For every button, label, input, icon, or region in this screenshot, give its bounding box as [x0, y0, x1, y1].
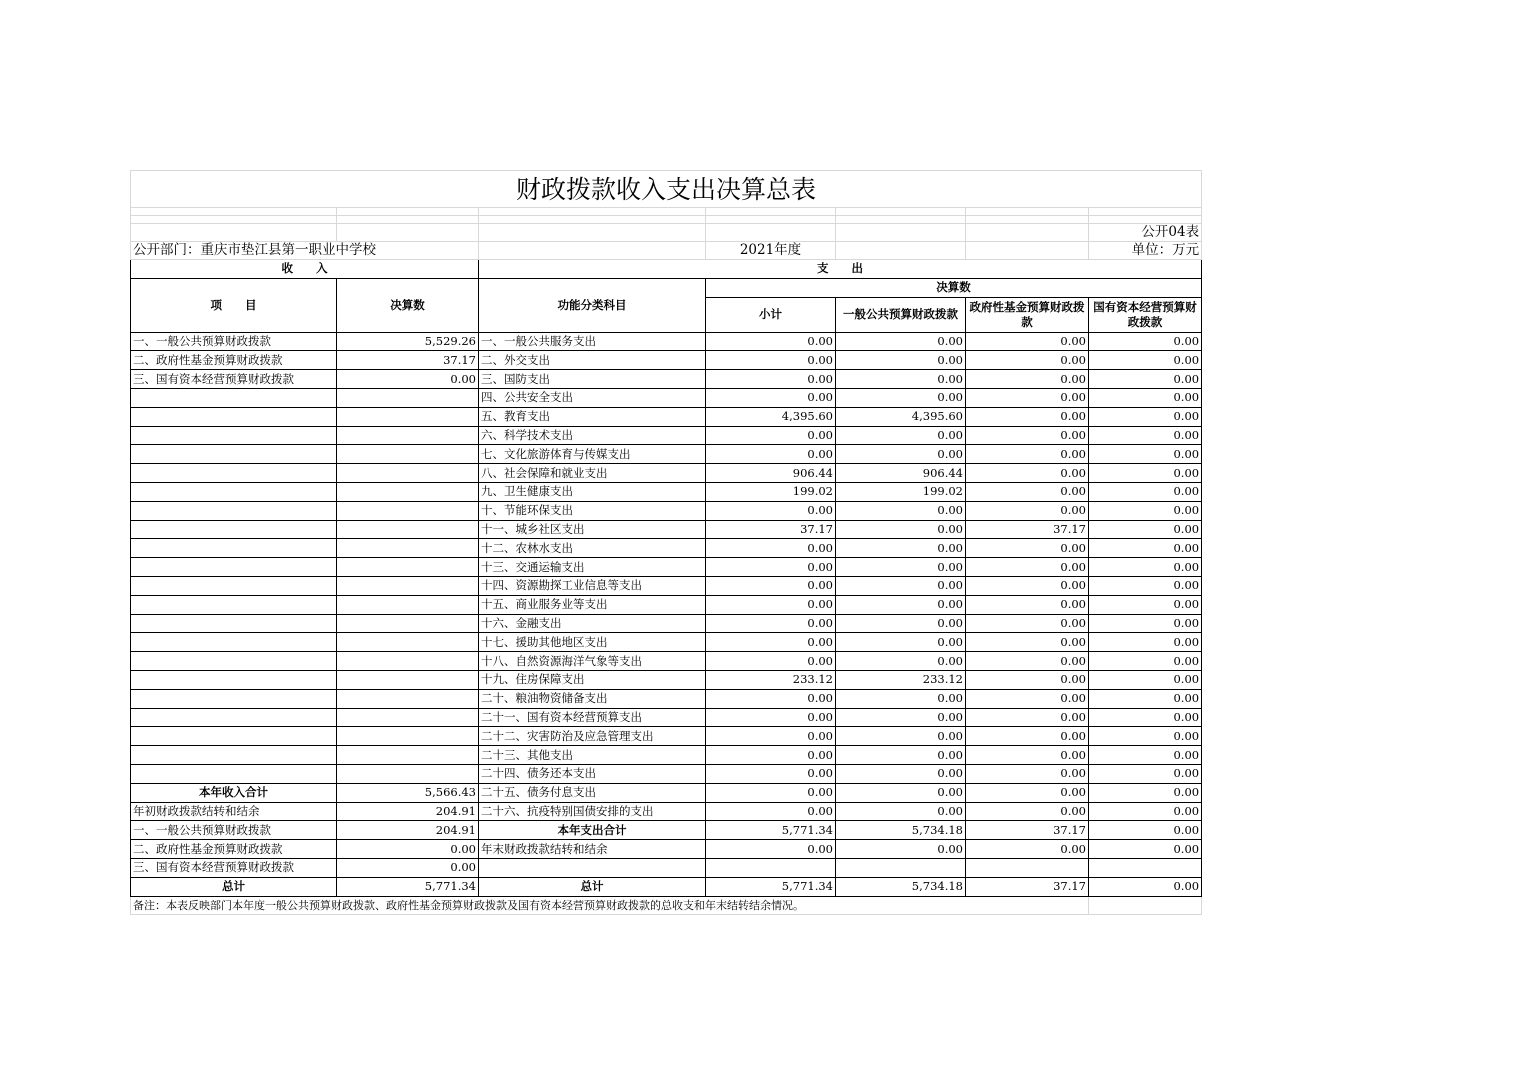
expense-amount-cell: 0.00	[1089, 445, 1202, 464]
income-amount-cell: 5,529.26	[337, 332, 479, 351]
expense-amount-cell: 0.00	[1089, 464, 1202, 483]
expense-amount-cell: 0.00	[836, 595, 966, 614]
income-amount-cell	[337, 614, 479, 633]
expense-item-cell: 二十四、债务还本支出	[479, 764, 706, 783]
income-item-cell: 三、国有资本经营预算财政拨款	[131, 370, 337, 389]
income-item-cell	[131, 445, 337, 464]
form-number: 公开04表	[1089, 224, 1202, 242]
table-row	[131, 802, 1202, 821]
income-item-cell	[131, 746, 337, 765]
expense-amount-cell: 0.00	[966, 783, 1089, 802]
expense-item-cell: 四、公共安全支出	[479, 388, 706, 407]
income-item-cell	[131, 595, 337, 614]
expense-amount-cell: 0.00	[836, 708, 966, 727]
expense-amount-cell: 0.00	[966, 501, 1089, 520]
income-header: 收 入	[131, 260, 479, 279]
expense-item-cell: 一、一般公共服务支出	[479, 332, 706, 351]
expense-amount-cell: 0.00	[966, 708, 1089, 727]
expense-amount-cell: 0.00	[706, 558, 836, 577]
expense-item-cell: 十六、金融支出	[479, 614, 706, 633]
table-row	[131, 558, 1202, 577]
expense-amount-cell: 0.00	[966, 802, 1089, 821]
expense-amount-cell: 0.00	[836, 746, 966, 765]
expense-amount-cell: 0.00	[1089, 614, 1202, 633]
expense-amount-cell: 0.00	[706, 332, 836, 351]
expense-amount-cell: 0.00	[966, 482, 1089, 501]
expense-amount-cell	[836, 858, 966, 877]
expense-amount-cell: 0.00	[1089, 708, 1202, 727]
expense-amount-cell: 0.00	[836, 332, 966, 351]
expense-item-cell: 八、社会保障和就业支出	[479, 464, 706, 483]
expense-amount-cell: 906.44	[706, 464, 836, 483]
expense-amount-cell: 0.00	[706, 426, 836, 445]
expense-amount-cell: 233.12	[706, 670, 836, 689]
expense-amount-cell: 0.00	[1089, 595, 1202, 614]
income-item-cell	[131, 764, 337, 783]
income-amount-cell	[337, 558, 479, 577]
table-row	[131, 407, 1202, 426]
department-label: 公开部门：重庆市垫江县第一职业中学校	[131, 242, 479, 260]
expense-item-cell: 二十、粮油物资储备支出	[479, 689, 706, 708]
income-amount-cell	[337, 727, 479, 746]
expense-item-cell: 七、文化旅游体育与传媒支出	[479, 445, 706, 464]
expense-amount-cell: 37.17	[706, 520, 836, 539]
expense-amount-cell: 0.00	[966, 388, 1089, 407]
expense-item-cell: 年末财政拨款结转和结余	[479, 840, 706, 859]
settlement-group-header: 决算数	[706, 278, 1202, 297]
expense-amount-cell: 0.00	[836, 501, 966, 520]
expense-amount-cell: 0.00	[836, 445, 966, 464]
table-row	[131, 858, 1202, 877]
expense-amount-cell: 0.00	[836, 614, 966, 633]
income-amount-cell	[337, 595, 479, 614]
income-item-cell	[131, 501, 337, 520]
expense-amount-cell: 4,395.60	[706, 407, 836, 426]
expense-amount-cell: 0.00	[836, 727, 966, 746]
table-row	[131, 708, 1202, 727]
expense-amount-cell: 0.00	[966, 689, 1089, 708]
expense-amount-cell: 0.00	[1089, 764, 1202, 783]
expense-amount-cell: 0.00	[836, 370, 966, 389]
expense-item-cell: 十九、住房保障支出	[479, 670, 706, 689]
income-item-cell: 一、一般公共预算财政拨款	[131, 332, 337, 351]
expense-amount-cell: 0.00	[1089, 821, 1202, 840]
expense-amount-cell: 0.00	[966, 445, 1089, 464]
table-row	[131, 652, 1202, 671]
expense-amount-cell: 0.00	[1089, 746, 1202, 765]
expense-item-cell: 二、外交支出	[479, 351, 706, 370]
expense-amount-cell: 0.00	[1089, 520, 1202, 539]
income-item-cell	[131, 633, 337, 652]
expense-amount-cell: 0.00	[836, 558, 966, 577]
expense-amount-cell: 0.00	[966, 727, 1089, 746]
expense-amount-cell: 0.00	[706, 614, 836, 633]
table-row	[131, 689, 1202, 708]
expense-amount-cell: 0.00	[836, 351, 966, 370]
expense-amount-cell: 233.12	[836, 670, 966, 689]
income-item-cell: 二、政府性基金预算财政拨款	[131, 840, 337, 859]
expense-amount-cell: 0.00	[1089, 558, 1202, 577]
expense-amount-cell: 0.00	[706, 576, 836, 595]
expense-amount-cell: 0.00	[1089, 840, 1202, 859]
expense-amount-cell: 0.00	[1089, 370, 1202, 389]
expense-amount-cell: 0.00	[1089, 652, 1202, 671]
expense-amount-cell: 5,734.18	[836, 877, 966, 896]
income-item-cell: 总计	[131, 877, 337, 896]
income-amount-cell	[337, 464, 479, 483]
expense-amount-cell: 0.00	[1089, 689, 1202, 708]
expense-amount-cell: 199.02	[706, 482, 836, 501]
item-header: 项 目	[131, 278, 337, 332]
income-item-cell: 一、一般公共预算财政拨款	[131, 821, 337, 840]
expense-item-cell: 二十六、抗疫特别国债安排的支出	[479, 802, 706, 821]
income-item-cell: 三、国有资本经营预算财政拨款	[131, 858, 337, 877]
table-row	[131, 351, 1202, 370]
income-item-cell: 二、政府性基金预算财政拨款	[131, 351, 337, 370]
report-sheet	[130, 170, 1201, 915]
expense-amount-cell: 0.00	[836, 783, 966, 802]
expense-amount-cell: 0.00	[706, 689, 836, 708]
table-row	[131, 501, 1202, 520]
expense-amount-cell: 0.00	[706, 708, 836, 727]
expense-amount-cell: 0.00	[966, 764, 1089, 783]
expense-amount-cell: 0.00	[706, 633, 836, 652]
expense-amount-cell: 0.00	[1089, 576, 1202, 595]
income-amount-cell: 204.91	[337, 802, 479, 821]
expense-item-cell: 十二、农林水支出	[479, 539, 706, 558]
income-item-cell	[131, 558, 337, 577]
amount-header: 决算数	[337, 278, 479, 332]
income-amount-cell	[337, 520, 479, 539]
table-row	[131, 576, 1202, 595]
expense-amount-cell: 4,395.60	[836, 407, 966, 426]
expense-amount-cell: 0.00	[836, 520, 966, 539]
expense-amount-cell: 0.00	[836, 633, 966, 652]
table-row	[131, 445, 1202, 464]
income-amount-cell	[337, 746, 479, 765]
expense-amount-cell	[1089, 858, 1202, 877]
income-amount-cell	[337, 445, 479, 464]
subtotal-header: 小计	[706, 297, 836, 332]
expense-amount-cell: 0.00	[966, 370, 1089, 389]
expense-item-cell: 九、卫生健康支出	[479, 482, 706, 501]
expense-amount-cell: 0.00	[836, 652, 966, 671]
expense-amount-cell: 0.00	[966, 558, 1089, 577]
income-amount-cell: 0.00	[337, 840, 479, 859]
expense-item-cell: 二十二、灾害防治及应急管理支出	[479, 727, 706, 746]
expense-amount-cell: 0.00	[706, 539, 836, 558]
table-row	[131, 670, 1202, 689]
income-amount-cell: 204.91	[337, 821, 479, 840]
expense-amount-cell: 0.00	[706, 445, 836, 464]
expense-item-cell: 总计	[479, 877, 706, 896]
income-item-cell	[131, 727, 337, 746]
income-amount-cell	[337, 501, 479, 520]
expense-amount-cell: 37.17	[966, 877, 1089, 896]
fiscal-year: 2021年度	[706, 242, 836, 260]
expense-amount-cell: 0.00	[1089, 332, 1202, 351]
state-capital-header: 国有资本经营预算财政拨款	[1089, 297, 1202, 332]
expense-amount-cell: 0.00	[706, 764, 836, 783]
expense-amount-cell: 5,771.34	[706, 877, 836, 896]
expense-amount-cell: 0.00	[966, 464, 1089, 483]
expense-amount-cell: 0.00	[706, 595, 836, 614]
income-amount-cell	[337, 576, 479, 595]
table-row	[131, 614, 1202, 633]
table-row	[131, 464, 1202, 483]
expense-amount-cell: 0.00	[966, 426, 1089, 445]
expense-amount-cell: 0.00	[706, 652, 836, 671]
income-amount-cell	[337, 689, 479, 708]
expense-amount-cell: 0.00	[706, 370, 836, 389]
income-amount-cell: 37.17	[337, 351, 479, 370]
expense-item-cell: 五、教育支出	[479, 407, 706, 426]
income-item-cell	[131, 388, 337, 407]
expense-amount-cell: 0.00	[836, 840, 966, 859]
expense-amount-cell: 0.00	[966, 614, 1089, 633]
unit-label: 单位：万元	[1089, 242, 1202, 260]
expense-item-cell: 十、节能环保支出	[479, 501, 706, 520]
table-row	[131, 482, 1202, 501]
expense-amount-cell: 0.00	[706, 802, 836, 821]
income-amount-cell: 5,771.34	[337, 877, 479, 896]
expense-amount-cell: 0.00	[706, 727, 836, 746]
income-item-cell	[131, 689, 337, 708]
income-amount-cell	[337, 764, 479, 783]
income-item-cell	[131, 520, 337, 539]
income-item-cell	[131, 670, 337, 689]
page-title: 财政拨款收入支出决算总表	[131, 171, 1202, 208]
expense-amount-cell: 0.00	[966, 332, 1089, 351]
table-row	[131, 595, 1202, 614]
income-amount-cell: 0.00	[337, 370, 479, 389]
income-item-cell: 年初财政拨款结转和结余	[131, 802, 337, 821]
expense-amount-cell: 0.00	[1089, 351, 1202, 370]
expense-amount-cell: 0.00	[836, 764, 966, 783]
income-item-cell	[131, 708, 337, 727]
expense-item-cell: 本年支出合计	[479, 821, 706, 840]
expense-amount-cell: 0.00	[836, 426, 966, 445]
expense-amount-cell: 0.00	[1089, 783, 1202, 802]
table-row	[131, 877, 1202, 896]
expense-amount-cell: 0.00	[1089, 802, 1202, 821]
expense-amount-cell: 37.17	[966, 520, 1089, 539]
income-item-cell	[131, 576, 337, 595]
expense-amount-cell: 37.17	[966, 821, 1089, 840]
table-row	[131, 370, 1202, 389]
expense-amount-cell: 5,771.34	[706, 821, 836, 840]
expense-amount-cell: 0.00	[1089, 877, 1202, 896]
expense-amount-cell: 0.00	[1089, 670, 1202, 689]
income-amount-cell	[337, 652, 479, 671]
income-item-cell	[131, 652, 337, 671]
income-amount-cell	[337, 633, 479, 652]
expense-amount-cell: 0.00	[966, 670, 1089, 689]
income-amount-cell	[337, 426, 479, 445]
table-row	[131, 764, 1202, 783]
income-amount-cell	[337, 407, 479, 426]
income-amount-cell: 0.00	[337, 858, 479, 877]
expense-amount-cell: 0.00	[1089, 426, 1202, 445]
expense-amount-cell: 0.00	[1089, 727, 1202, 746]
expense-item-cell: 十三、交通运输支出	[479, 558, 706, 577]
expense-amount-cell: 0.00	[836, 388, 966, 407]
expense-amount-cell: 0.00	[966, 576, 1089, 595]
income-amount-cell	[337, 388, 479, 407]
table-row	[131, 840, 1202, 859]
income-amount-cell: 5,566.43	[337, 783, 479, 802]
table-row	[131, 783, 1202, 802]
expense-amount-cell: 0.00	[836, 689, 966, 708]
expense-amount-cell: 906.44	[836, 464, 966, 483]
income-item-cell	[131, 407, 337, 426]
table-row	[131, 520, 1202, 539]
expense-amount-cell: 0.00	[1089, 633, 1202, 652]
expense-amount-cell: 0.00	[1089, 407, 1202, 426]
expense-amount-cell: 0.00	[1089, 388, 1202, 407]
table-row	[131, 633, 1202, 652]
expense-amount-cell: 0.00	[836, 576, 966, 595]
expense-amount-cell: 0.00	[966, 595, 1089, 614]
expense-amount-cell: 0.00	[706, 746, 836, 765]
expense-amount-cell: 5,734.18	[836, 821, 966, 840]
expense-amount-cell: 0.00	[966, 840, 1089, 859]
expense-item-cell: 二十一、国有资本经营预算支出	[479, 708, 706, 727]
expense-item-cell: 十七、援助其他地区支出	[479, 633, 706, 652]
expense-item-cell: 三、国防支出	[479, 370, 706, 389]
income-item-cell	[131, 464, 337, 483]
expense-amount-cell	[706, 858, 836, 877]
income-item-cell	[131, 426, 337, 445]
expense-amount-cell: 0.00	[836, 539, 966, 558]
footnote: 备注：本表反映部门本年度一般公共预算财政拨款、政府性基金预算财政拨款及国有资本经营预算财政拨款的总收支和年末结转结余情况。	[131, 896, 1089, 915]
expense-item-cell: 十四、资源勘探工业信息等支出	[479, 576, 706, 595]
income-item-cell	[131, 539, 337, 558]
income-amount-cell	[337, 670, 479, 689]
function-header: 功能分类科目	[479, 278, 706, 332]
expense-amount-cell: 0.00	[966, 746, 1089, 765]
expense-item-cell: 十八、自然资源海洋气象等支出	[479, 652, 706, 671]
income-item-cell	[131, 482, 337, 501]
expense-item-cell: 二十五、债务付息支出	[479, 783, 706, 802]
expense-item-cell	[479, 858, 706, 877]
income-amount-cell	[337, 708, 479, 727]
expense-amount-cell: 0.00	[1089, 501, 1202, 520]
expense-item-cell: 六、科学技术支出	[479, 426, 706, 445]
expense-amount-cell: 0.00	[966, 351, 1089, 370]
expense-amount-cell: 0.00	[1089, 539, 1202, 558]
expense-amount-cell: 0.00	[706, 388, 836, 407]
expense-amount-cell: 0.00	[1089, 482, 1202, 501]
expense-amount-cell: 0.00	[966, 407, 1089, 426]
table-row	[131, 727, 1202, 746]
income-item-cell: 本年收入合计	[131, 783, 337, 802]
table-row	[131, 388, 1202, 407]
income-item-cell	[131, 614, 337, 633]
table-row	[131, 821, 1202, 840]
expense-amount-cell: 0.00	[706, 351, 836, 370]
expense-amount-cell: 199.02	[836, 482, 966, 501]
expense-amount-cell: 0.00	[836, 802, 966, 821]
expense-amount-cell	[966, 858, 1089, 877]
expense-amount-cell: 0.00	[706, 501, 836, 520]
expense-amount-cell: 0.00	[966, 633, 1089, 652]
expense-amount-cell: 0.00	[706, 783, 836, 802]
expense-amount-cell: 0.00	[966, 652, 1089, 671]
expense-amount-cell: 0.00	[706, 840, 836, 859]
income-amount-cell	[337, 482, 479, 501]
table-row	[131, 746, 1202, 765]
fund-budget-header: 政府性基金预算财政拨款	[966, 297, 1089, 332]
income-amount-cell	[337, 539, 479, 558]
expense-header: 支 出	[479, 260, 1202, 279]
expense-item-cell: 二十三、其他支出	[479, 746, 706, 765]
expense-item-cell: 十五、商业服务业等支出	[479, 595, 706, 614]
table-row	[131, 332, 1202, 351]
report-table	[130, 170, 1202, 915]
table-row	[131, 426, 1202, 445]
expense-item-cell: 十一、城乡社区支出	[479, 520, 706, 539]
table-row	[131, 539, 1202, 558]
expense-amount-cell: 0.00	[966, 539, 1089, 558]
general-budget-header: 一般公共预算财政拨款	[836, 297, 966, 332]
